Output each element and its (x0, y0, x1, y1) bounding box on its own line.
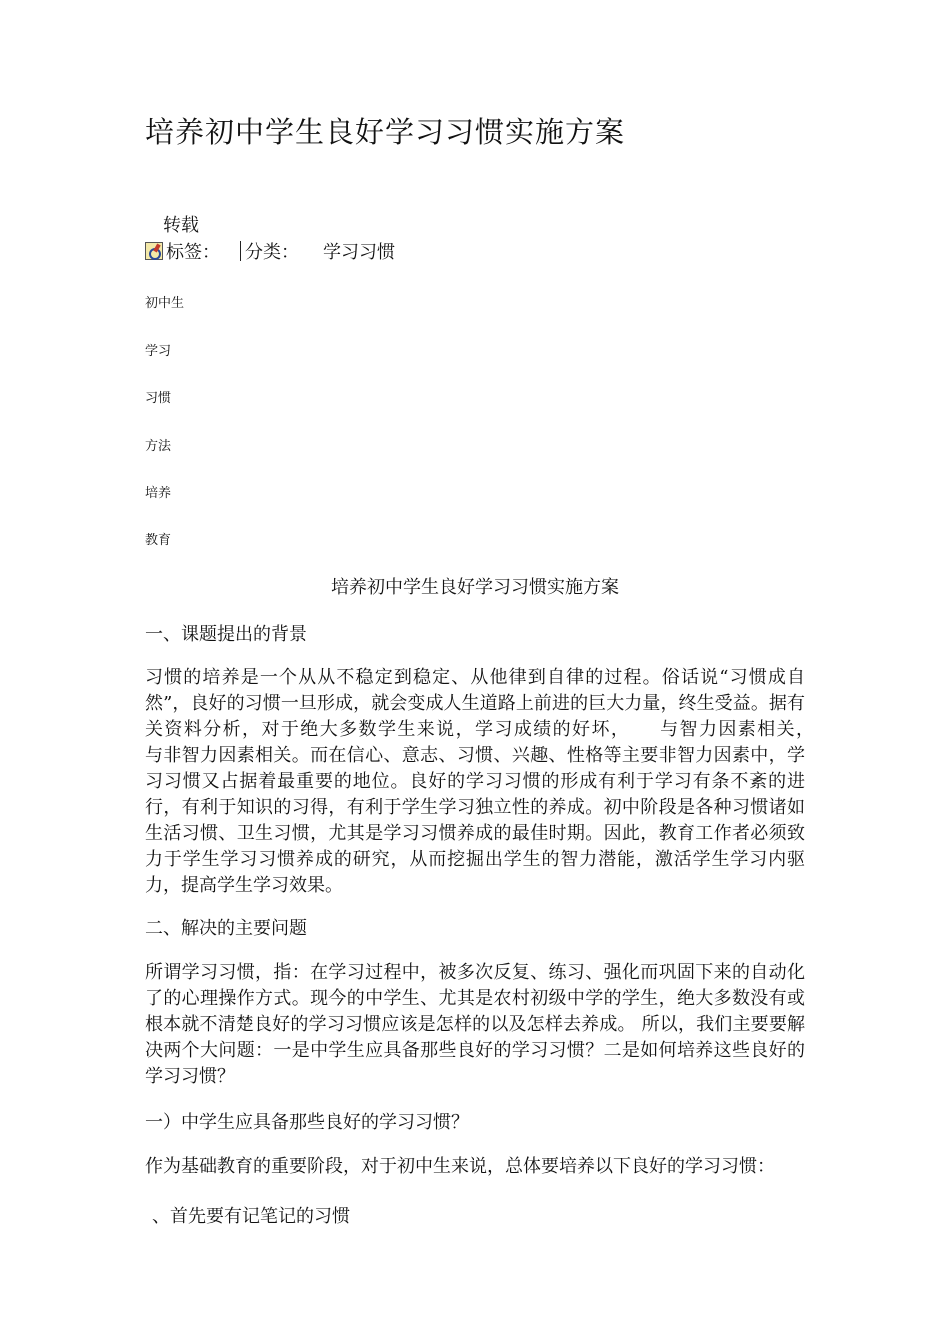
tag-link[interactable]: 习惯 (145, 391, 172, 406)
subsection-heading: 一）中学生应具备那些良好的学习习惯？ (145, 1112, 469, 1133)
list-item: 、首先要有记笔记的习惯 (152, 1206, 350, 1227)
category-label: 分类： (245, 242, 299, 263)
tag-icon (145, 242, 163, 260)
tag-link[interactable]: 方法 (145, 439, 172, 454)
tag-link[interactable]: 初中生 (145, 296, 185, 311)
page-title: 培养初中学生良好学习习惯实施方案 (145, 115, 626, 149)
meta-row (145, 238, 395, 264)
section-heading: 一、课题提出的背景 (145, 624, 307, 645)
tag-link[interactable]: 教育 (145, 533, 172, 548)
tag-link[interactable]: 培养 (145, 486, 172, 501)
tags-label: 标签： (166, 242, 220, 263)
paragraph: 习惯的培养是一个从从不稳定到稳定、从他律到自律的过程。俗话说“习惯成自然”，良好的习惯一旦形成，就会变成人生道路上前进的巨大力量，终生受益。据有关资料分析，对于绝大多数学生来说，学习成绩的好坏， 与智力因素相关， 与非智力因素相关。而在信心、意志、习惯、兴趣、性格等主要非智力因素中，学习习惯又占据着最重要的地位。良好的学习习惯的形成有利于学习有条不紊的进行，有利于知识的习得，有利于学生学习独立性的养成。初中阶段是各种习惯诸如生活习惯、卫生习惯，尤其是学习习惯养成的最佳时期。因此，教育工作者必须致力于学生学习习惯养成的研究，从而挖掘出学生的智力潜能，激活学生学习内驱力，提高学生学习效果。 (145, 667, 841, 896)
paragraph: 作为基础教育的重要阶段，对于初中生来说，总体要培养以下良好的学习习惯： (145, 1156, 775, 1177)
repost-label: 转载 (163, 215, 199, 236)
section-heading: 二、解决的主要问题 (145, 918, 307, 939)
tag-link[interactable]: 学习 (145, 344, 172, 359)
paragraph: 所谓学习习惯，指：在学习过程中，被多次反复、练习、强化而巩固下来的自动化了的心理操作方式。现今的中学生、尤其是农村初级中学的学生，绝大多数没有或根本就不清楚良好的学习习惯应该是怎样的以及怎样去养成。 所以，我们主要要解决两个大问题：一是中学生应具备那些良好的学习习惯？二是如何培养这些良好的学习习惯？ (145, 962, 805, 1087)
category-link[interactable]: 学习习惯 (323, 242, 395, 263)
meta-divider (240, 241, 241, 261)
document-heading: 培养初中学生良好学习习惯实施方案 (331, 577, 619, 598)
